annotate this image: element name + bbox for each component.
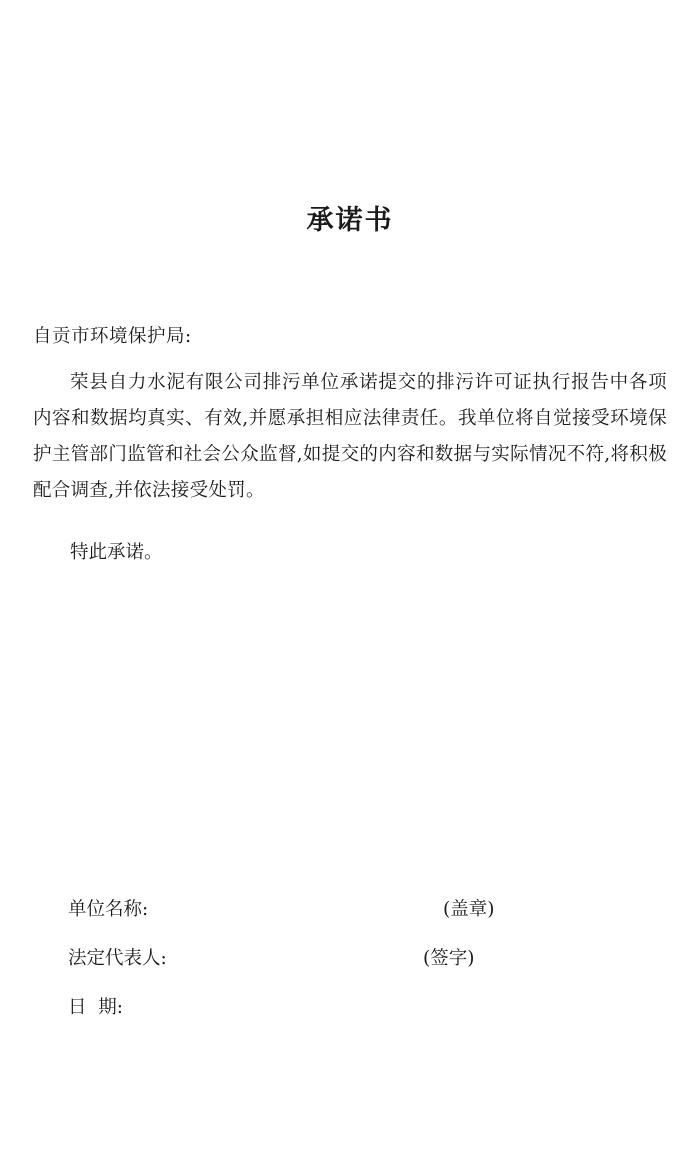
page-title: 承诺书 — [306, 205, 394, 236]
closing-block — [33, 535, 667, 571]
seal-note: (盖章) — [443, 899, 495, 920]
signature-block — [68, 895, 668, 1042]
closing-paragraph: 特此承诺。 — [70, 542, 163, 563]
addressee-line: 自贡市环境保护局: — [33, 326, 192, 347]
signature-note: (签字) — [423, 948, 475, 969]
body-paragraph: 荣县自力水泥有限公司排污单位承诺提交的排污许可证执行报告中各项内容和数据均真实、有效,并愿承担相应法律责任。我单位将自觉接受环境保护主管部门监管和社会公众监督,如提交的内容和数据与实际情况不符,将积极配合调查,并依法接受处罚。 — [33, 372, 667, 501]
date-row — [68, 993, 668, 1042]
unit-name-row — [68, 895, 668, 944]
unit-name-label: 单位名称: — [68, 899, 149, 920]
date-label: 日 期: — [68, 997, 123, 1018]
body-paragraph-block — [33, 365, 667, 509]
legal-representative-label: 法定代表人: — [68, 948, 167, 969]
legal-representative-row — [68, 944, 668, 993]
